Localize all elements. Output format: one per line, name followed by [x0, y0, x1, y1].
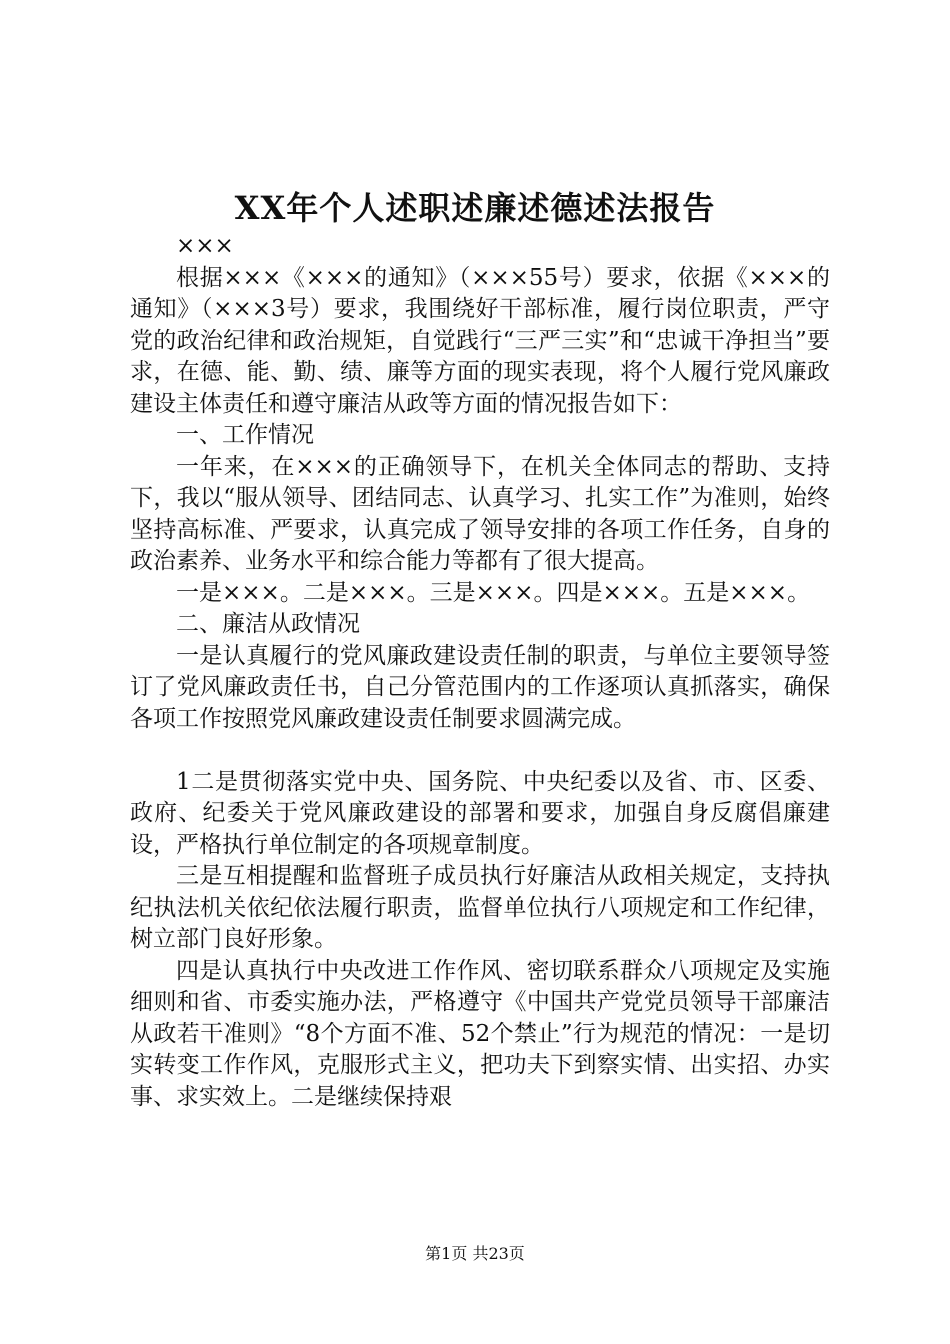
author-line: ×××	[176, 233, 234, 259]
paragraph-work-summary: 一年来，在×××的正确领导下，在机关全体同志的帮助、支持下，我以“服从领导、团结同志、认真学习、扎实工作”为准则，始终坚持高标准、严要求，认真完成了领导安排的各项工作任务，自身的政治素养、业务水平和综合能力等都有了很大提高。	[130, 453, 830, 574]
document-title: XX年个人述职述廉述德述法报告	[234, 189, 716, 227]
page-footer: 第1页 共23页	[425, 1244, 525, 1263]
paragraph-work-items: 一是×××。二是×××。三是×××。四是×××。五是×××。	[176, 579, 811, 606]
paragraph-integrity-2: 1二是贯彻落实党中央、国务院、中央纪委以及省、市、区委、政府、纪委关于党风廉政建设的部署和要求，加强自身反腐倡廉建设，严格执行单位制定的各项规章制度。	[130, 768, 830, 858]
paragraph-integrity-3: 三是互相提醒和监督班子成员执行好廉洁从政相关规定，支持执纪执法机关依纪依法履行职责，监督单位执行八项规定和工作纪律，树立部门良好形象。	[130, 863, 830, 952]
paragraph-intro: 根据×××《×××的通知》（×××55号）要求，依据《×××的通知》（×××3号）要求，我围绕好干部标准，履行岗位职责，严守党的政治纪律和政治规矩，自觉践行“三严三实”和“忠诚干净担当”要求，在德、能、勤、绩、廉等方面的现实表现，将个人履行党风廉政建设主体责任和遵守廉洁从政等方面的情况报告如下：	[130, 264, 830, 417]
paragraph-gap	[130, 735, 830, 767]
document-body	[130, 231, 830, 1113]
section-heading-work: 一、工作情况	[176, 422, 314, 448]
section-heading-integrity: 二、廉洁从政情况	[176, 611, 360, 637]
paragraph-integrity-4: 四是认真执行中央改进工作作风、密切联系群众八项规定及实施细则和省、市委实施办法，严格遵守《中国共产党党员领导干部廉洁从政若干准则》“8个方面不准、52个禁止”行为规范的情况：一是切实转变工作作风，克服形式主义，把功夫下到察实情、出实招、办实事、求实效上。二是继续保持艰	[130, 957, 830, 1110]
paragraph-integrity-1: 一是认真履行的党风廉政建设责任制的职责，与单位主要领导签订了党风廉政责任书，自己分管范围内的工作逐项认真抓落实，确保各项工作按照党风廉政建设责任制要求圆满完成。	[130, 642, 830, 732]
